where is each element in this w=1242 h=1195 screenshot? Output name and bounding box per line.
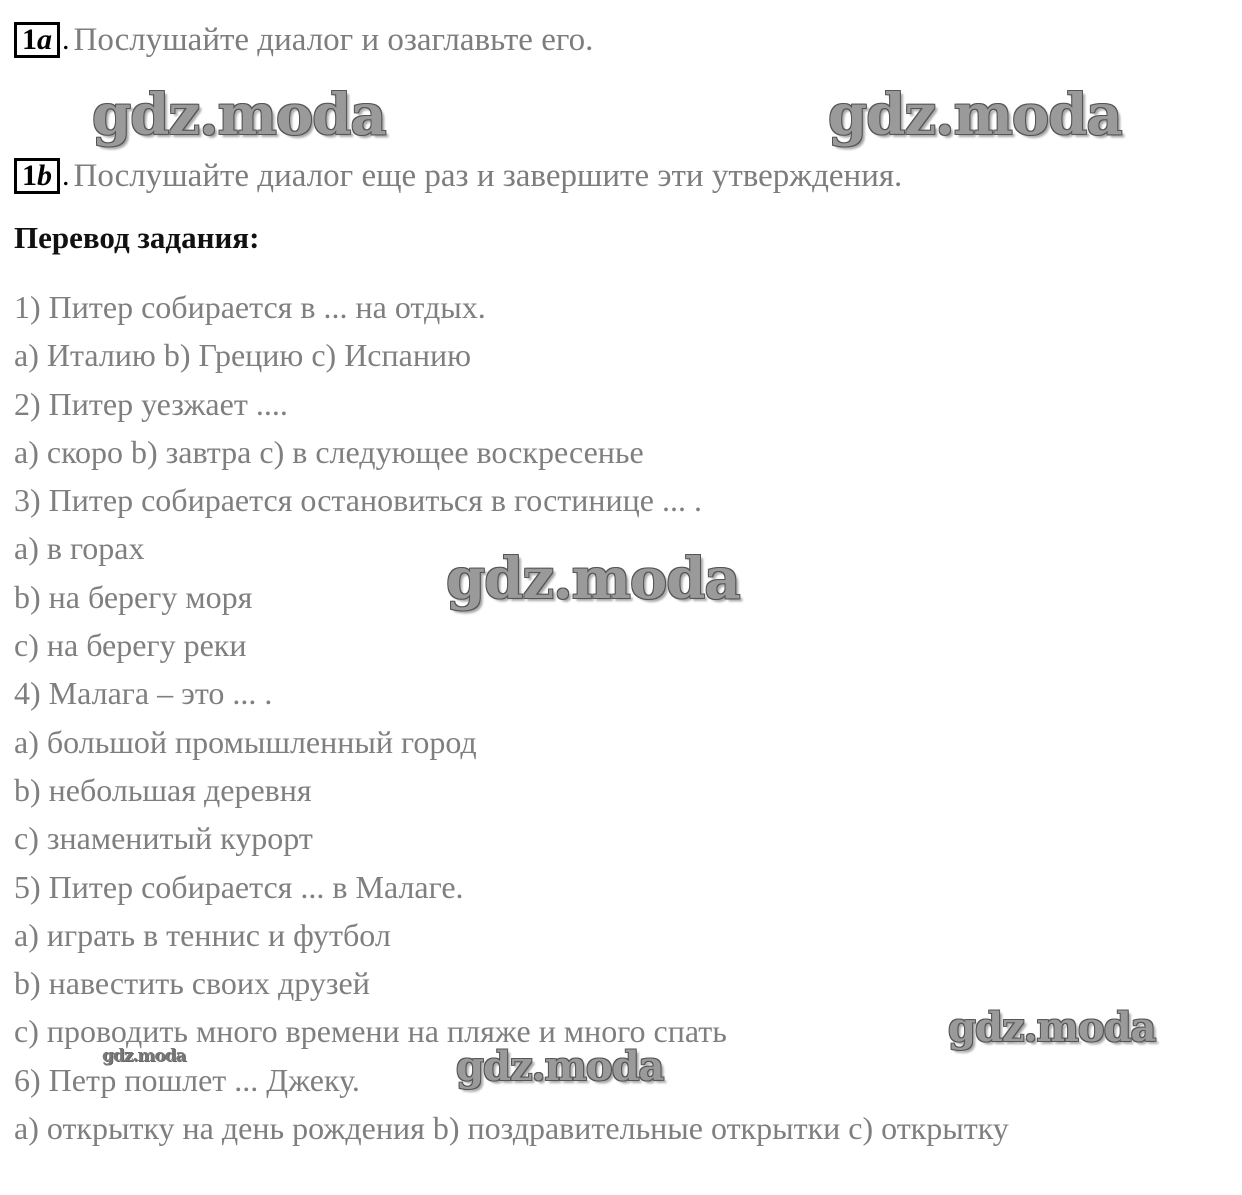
- translation-line: 1) Питер собирается в ... на отдых.: [14, 289, 486, 325]
- translation-line: c) проводить много времени на пляже и много спать: [14, 1013, 727, 1050]
- translation-line: a) в горах: [14, 530, 145, 567]
- task-1a-text: Послушайте диалог и озаглавьте его.: [73, 21, 594, 58]
- task-1b-letter: b: [37, 159, 52, 192]
- translation-line: b) навестить своих друзей: [14, 965, 370, 1002]
- translation-line: 5) Питер собирается ... в Малаге.: [14, 868, 464, 905]
- watermark: gdz.moda: [446, 546, 740, 612]
- task-1a-number: 1: [22, 23, 37, 56]
- task-1b-text: Послушайте диалог еще раз и завершите эти утверждения.: [73, 157, 903, 194]
- translation-line: 2) Питер уезжает ....: [14, 385, 288, 422]
- watermark: gdz.moda: [102, 1046, 186, 1066]
- task-1b-number: 1: [22, 159, 37, 192]
- translation-line: c) на берегу реки: [14, 627, 247, 664]
- translation-lines: [14, 283, 1009, 1152]
- watermark: gdz.moda: [456, 1043, 664, 1090]
- translation-line: a) открытку на день рождения b) поздравительные открытки c) открытку: [14, 1110, 1009, 1147]
- task-1b-badge: [14, 158, 60, 194]
- translation-line: 3) Питер собирается остановиться в гостинице ... .: [14, 482, 702, 519]
- translation-line: b) небольшая деревня: [14, 771, 312, 808]
- watermark: gdz.moda: [948, 1004, 1156, 1051]
- translation-line: a) скоро b) завтра c) в следующее воскресенье: [14, 433, 644, 470]
- task-1a-badge: [14, 22, 60, 58]
- translation-line: c) знаменитый курорт: [14, 820, 313, 857]
- task-1a: [14, 20, 593, 60]
- translation-line: 6) Петр пошлет ... Джеку.: [14, 1061, 360, 1098]
- task-1a-dot: .: [62, 23, 70, 56]
- translation-heading: Перевод задания:: [14, 220, 260, 255]
- translation-line: a) играть в теннис и футбол: [14, 916, 391, 953]
- translation-line: a) большой промышленный город: [14, 723, 477, 760]
- translation-line: a) Италию b) Грецию c) Испанию: [14, 337, 471, 374]
- task-1a-letter: a: [37, 23, 52, 56]
- task-1b-dot: .: [62, 159, 70, 192]
- watermark: gdz.moda: [828, 82, 1122, 148]
- translation-line: 4) Малага – это ... .: [14, 675, 273, 712]
- task-1b: [14, 156, 902, 196]
- translation-line: b) на берегу моря: [14, 578, 253, 615]
- watermark: gdz.moda: [92, 82, 386, 148]
